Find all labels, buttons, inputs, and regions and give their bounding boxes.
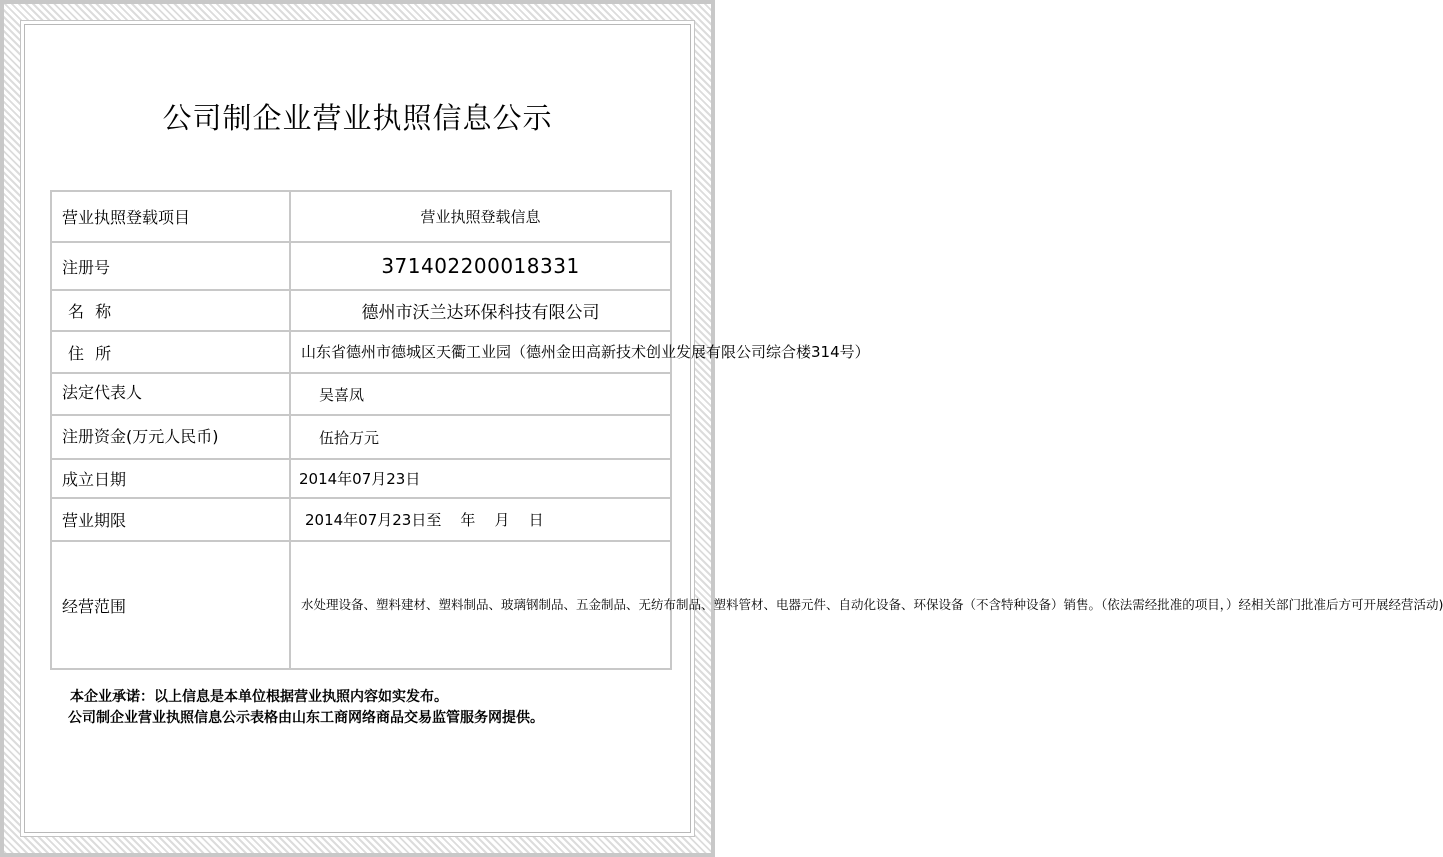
table-header-row (51, 191, 671, 242)
table-row (51, 373, 671, 415)
registered-capital: 伍拾万元 (290, 415, 671, 459)
row-label: 营业期限 (51, 498, 290, 541)
footer-provider: 公司制企业营业执照信息公示表格由山东工商网络商品交易监管服务网提供。 (68, 710, 544, 726)
header-item: 营业执照登载项目 (51, 191, 290, 242)
table-row (51, 331, 671, 373)
table-row (51, 459, 671, 498)
license-info-table (50, 190, 1443, 670)
company-name: 德州市沃兰达环保科技有限公司 (290, 290, 671, 331)
footer-commitment: 本企业承诺：以上信息是本单位根据营业执照内容如实发布。 (70, 689, 448, 705)
page-title: 公司制企业营业执照信息公示 (162, 101, 553, 135)
business-scope: 水处理设备、塑料建材、塑料制品、玻璃钢制品、五金制品、无纺布制品、塑料管材、电器元件、自动化设备、环保设备（不含特种设备）销售。（依法需经批准的项目，）经相关部门批准后方可开展经营活动) (290, 541, 671, 669)
header-info: 营业执照登载信息 (290, 191, 671, 242)
legal-representative: 吴喜凤 (290, 373, 671, 415)
row-label: 名 称 (51, 290, 290, 331)
table-row (51, 415, 671, 459)
row-label: 注册资金(万元人民币) (51, 415, 290, 459)
row-label: 法定代表人 (51, 373, 290, 415)
row-label: 成立日期 (51, 459, 290, 498)
table-row (51, 498, 671, 541)
row-label: 住 所 (51, 331, 290, 373)
row-label: 注册号 (51, 242, 290, 290)
business-term: 2014年07月23日至 年 月 日 (290, 498, 671, 541)
table-row (51, 290, 671, 331)
table-row (51, 242, 671, 290)
address: 山东省德州市德城区天衢工业园（德州金田高新技术创业发展有限公司综合楼314号） (290, 331, 671, 373)
footer-notes (70, 686, 544, 727)
establishment-date: 2014年07月23日 (290, 459, 671, 498)
table-row (51, 541, 671, 669)
row-label: 经营范围 (51, 541, 290, 669)
registration-number: 371402200018331 (290, 242, 671, 290)
